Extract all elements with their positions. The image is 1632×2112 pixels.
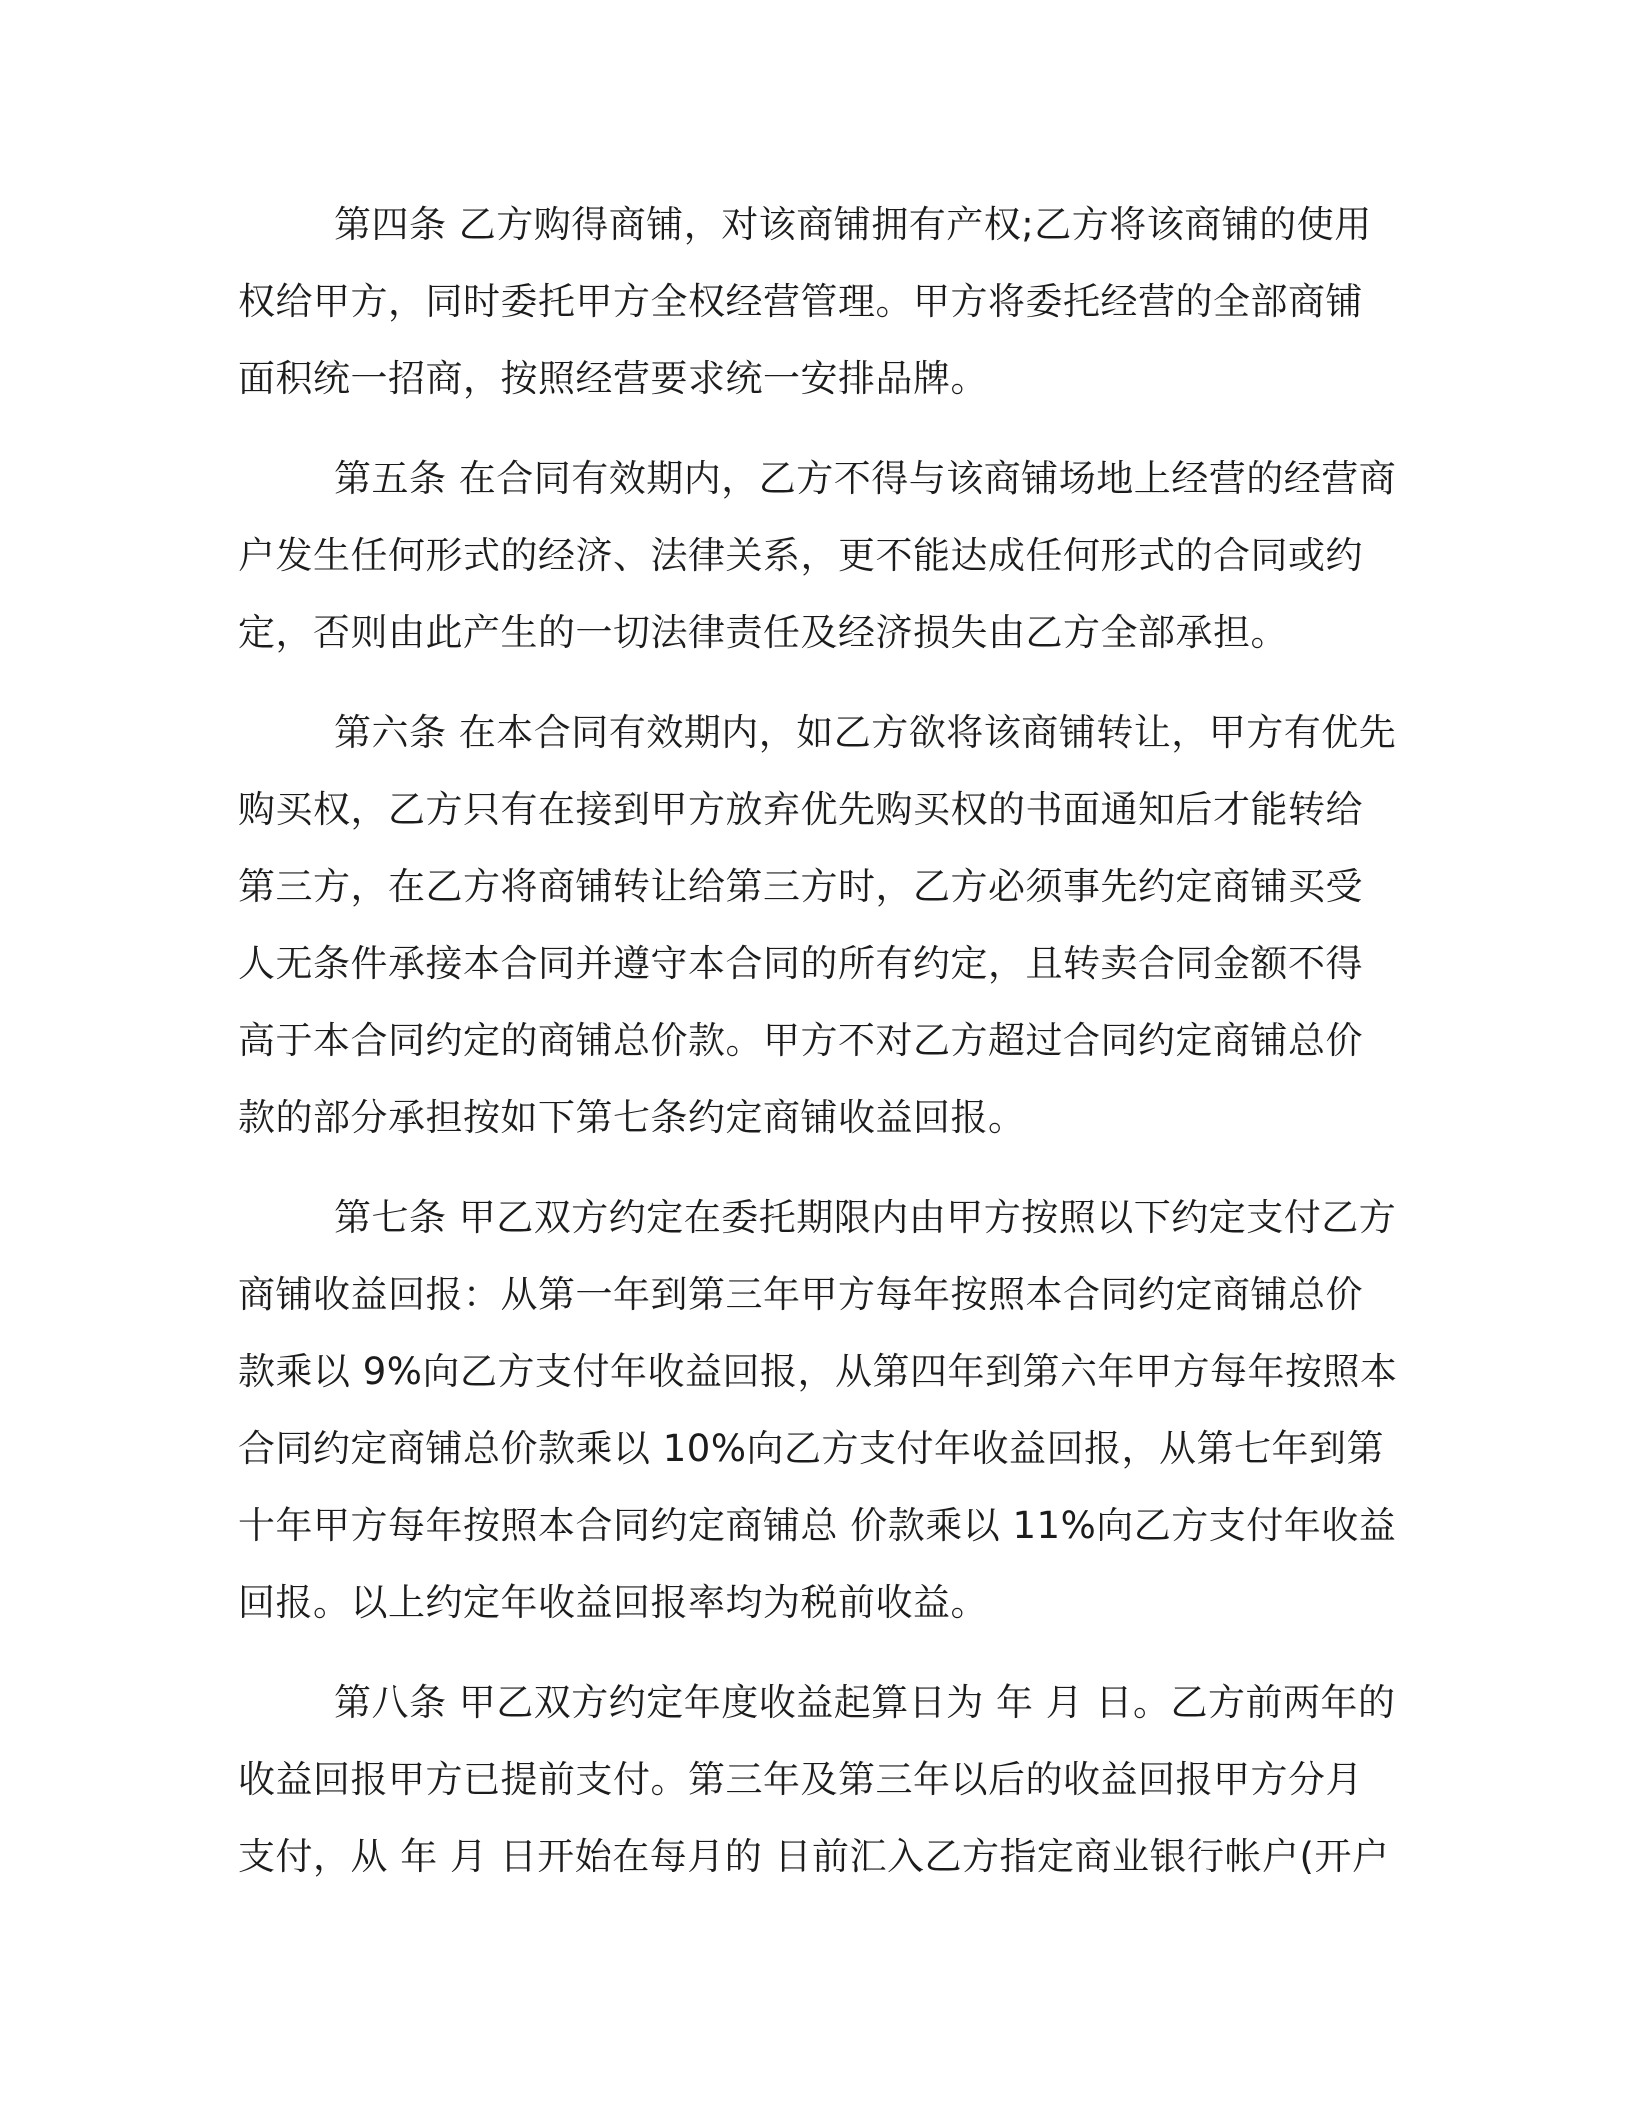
- article-7-paragraph: [238, 1179, 1398, 1641]
- text-line: 高于本合同约定的商铺总价款。甲方不对乙方超过合同约定商铺总价: [238, 1019, 1363, 1062]
- text-line: 第八条 甲乙双方约定年度收益起算日为 年 月 日。乙方前两年的: [334, 1681, 1396, 1724]
- article-6-paragraph: [238, 694, 1397, 1156]
- article-8-paragraph: [238, 1664, 1396, 1895]
- text-line: 第七条 甲乙双方约定在委托期限内由甲方按照以下约定支付乙方: [334, 1196, 1397, 1239]
- text-line: 第六条 在本合同有效期内，如乙方欲将该商铺转让，甲方有优先: [334, 711, 1397, 754]
- text-line: 款的部分承担按如下第七条约定商铺收益回报。: [238, 1096, 1026, 1139]
- text-line: 第五条 在合同有效期内，乙方不得与该商铺场地上经营的经营商: [334, 457, 1397, 500]
- text-line: 面积统一招商，按照经营要求统一安排品牌。: [238, 357, 988, 400]
- text-line: 权给甲方，同时委托甲方全权经营管理。甲方将委托经营的全部商铺: [238, 280, 1363, 323]
- text-line: 购买权，乙方只有在接到甲方放弃优先购买权的书面通知后才能转给: [238, 788, 1363, 831]
- text-line: 定，否则由此产生的一切法律责任及经济损失由乙方全部承担。: [238, 611, 1288, 654]
- text-line: 十年甲方每年按照本合同约定商铺总 价款乘以 11%向乙方支付年收益: [238, 1504, 1397, 1547]
- text-line: 人无条件承接本合同并遵守本合同的所有约定，且转卖合同金额不得: [238, 942, 1363, 985]
- text-line: 支付，从 年 月 日开始在每月的 日前汇入乙方指定商业银行帐户(开户: [238, 1835, 1390, 1878]
- text-line: 商铺收益回报：从第一年到第三年甲方每年按照本合同约定商铺总价: [238, 1273, 1363, 1316]
- article-5-paragraph: [238, 440, 1397, 671]
- text-line: 收益回报甲方已提前支付。第三年及第三年以后的收益回报甲方分月: [238, 1758, 1363, 1801]
- text-line: 合同约定商铺总价款乘以 10%向乙方支付年收益回报，从第七年到第: [238, 1427, 1384, 1470]
- text-line: 第三方，在乙方将商铺转让给第三方时，乙方必须事先约定商铺买受: [238, 865, 1363, 908]
- article-4-paragraph: [238, 186, 1388, 417]
- text-line: 户发生任何形式的经济、法律关系，更不能达成任何形式的合同或约: [238, 534, 1363, 577]
- text-line: 款乘以 9%向乙方支付年收益回报，从第四年到第六年甲方每年按照本: [238, 1350, 1398, 1393]
- text-line: 回报。以上约定年收益回报率均为税前收益。: [238, 1581, 988, 1624]
- text-line: 第四条 乙方购得商铺，对该商铺拥有产权;乙方将该商铺的使用: [334, 203, 1372, 246]
- document-body: [238, 186, 1398, 1918]
